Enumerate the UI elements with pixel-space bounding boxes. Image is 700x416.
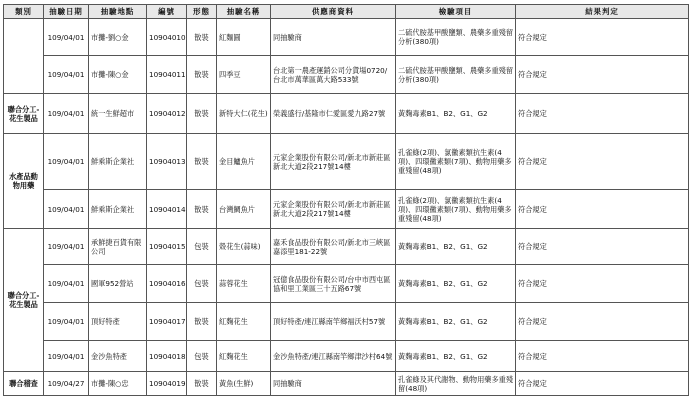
name-cell: 台灣鯛魚片 [217, 190, 271, 229]
table-row [4, 134, 689, 190]
result-cell: 符合規定 [516, 265, 689, 303]
id-cell: 10904017 [147, 303, 187, 341]
table-row [4, 229, 689, 265]
form-cell: 散裝 [187, 19, 217, 56]
category-cell: 聯合分工-花生製品 [4, 229, 44, 372]
category-cell: 聯合分工-花生製品 [4, 94, 44, 134]
form-cell: 散裝 [187, 94, 217, 134]
table-row [4, 265, 689, 303]
test-items-text: 孔雀綠(2項)、氯黴素類抗生素(4項)、四環黴素類(7項)、動物用藥多重殘留(48項) [398, 195, 512, 223]
date-cell: 109/04/01 [44, 56, 89, 94]
location-cell: 金沙魚特產 [89, 341, 147, 372]
location-cell: 鮮乘斯企業社 [89, 190, 147, 229]
result-cell: 符合規定 [516, 94, 689, 134]
date-cell: 109/04/27 [44, 372, 89, 396]
supplier-cell: 冠億食品股份有限公司/台中市西屯區協和里工業區三十五路67號 [271, 265, 396, 303]
form-cell: 包裝 [187, 229, 217, 265]
table-row [4, 56, 689, 94]
header-supplier: 供應商資料 [271, 5, 396, 19]
form-cell: 散裝 [187, 56, 217, 94]
location-cell: 承鮮捷百貨有限公司 [89, 229, 147, 265]
location-cell: 市攤-陳○忠 [89, 372, 147, 396]
id-cell: 10904010 [147, 19, 187, 56]
date-cell: 109/04/01 [44, 190, 89, 229]
form-cell: 包裝 [187, 265, 217, 303]
date-cell: 109/04/01 [44, 265, 89, 303]
supplier-cell: 元家企業股份有限公司/新北市新莊區新北大道2段217號14樓 [271, 134, 396, 190]
form-cell: 包裝 [187, 341, 217, 372]
header-form: 形態 [187, 5, 217, 19]
name-cell: 紅麵圓 [217, 19, 271, 56]
supplier-cell: 榮義盛行/基隆市仁愛區愛九路27號 [271, 94, 396, 134]
name-cell: 殼花生(蒜味) [217, 229, 271, 265]
name-cell: 紅麴花生 [217, 341, 271, 372]
category-cell: 聯合稽查 [4, 372, 44, 396]
id-cell: 10904012 [147, 94, 187, 134]
table-row [4, 341, 689, 372]
header-date: 抽驗日期 [44, 5, 89, 19]
location-cell: 市攤-陳○金 [89, 56, 147, 94]
id-cell: 10904016 [147, 265, 187, 303]
result-cell: 符合規定 [516, 19, 689, 56]
name-cell: 黃魚(生鮮) [217, 372, 271, 396]
test-items-cell: 黃麴毒素B1、B2、G1、G2 [396, 265, 516, 303]
form-cell: 散裝 [187, 372, 217, 396]
result-cell: 符合規定 [516, 229, 689, 265]
result-cell: 符合規定 [516, 341, 689, 372]
inspection-table-container [3, 4, 689, 396]
date-cell: 109/04/01 [44, 94, 89, 134]
supplier-cell: 同抽驗商 [271, 372, 396, 396]
header-result: 結果判定 [516, 5, 689, 19]
table-row [4, 190, 689, 229]
table-row [4, 372, 689, 396]
header-category: 類別 [4, 5, 44, 19]
result-cell: 符合規定 [516, 134, 689, 190]
test-items-cell: 黃麴毒素B1、B2、G1、G2 [396, 303, 516, 341]
table-row [4, 94, 689, 134]
id-cell: 10904015 [147, 229, 187, 265]
form-cell: 散裝 [187, 134, 217, 190]
table-row [4, 303, 689, 341]
name-cell: 紅麴花生 [217, 303, 271, 341]
result-cell: 符合規定 [516, 56, 689, 94]
header-id: 編號 [147, 5, 187, 19]
result-cell: 符合規定 [516, 303, 689, 341]
name-cell: 四季豆 [217, 56, 271, 94]
category-cell: 水產品動物用藥 [4, 134, 44, 229]
test-items-cell: 二硫代胺基甲酸鹽類、農藥多重殘留分析(380項) [396, 56, 516, 94]
category-cell [4, 19, 44, 94]
location-cell: 市攤-劉○金 [89, 19, 147, 56]
supplier-cell: 金沙魚特產/連江縣南竿鄉津沙村64號 [271, 341, 396, 372]
test-items-cell: 孔雀綠(2項)、氯黴素類抗生素(4項)、四環黴素類(7項)、動物用藥多重殘留(48項) [396, 134, 516, 190]
result-cell: 符合規定 [516, 190, 689, 229]
supplier-cell: 元家企業股份有限公司/新北市新莊區新北大道2段217號14樓 [271, 190, 396, 229]
form-cell: 散裝 [187, 190, 217, 229]
id-cell: 10904019 [147, 372, 187, 396]
header-location: 抽驗地點 [89, 5, 147, 19]
date-cell: 109/04/01 [44, 341, 89, 372]
header-test-items: 檢驗項目 [396, 5, 516, 19]
name-cell: 金目鱸魚片 [217, 134, 271, 190]
supplier-cell: 台北第一農產運銷公司分貨場0720/台北市萬華區萬大路533號 [271, 56, 396, 94]
name-cell: 蒜蓉花生 [217, 265, 271, 303]
date-cell: 109/04/01 [44, 19, 89, 56]
test-items-cell: 孔雀綠及其代謝物、動物用藥多重殘留(48項) [396, 372, 516, 396]
header-row [4, 5, 689, 19]
name-cell: 新特大仁(花生) [217, 94, 271, 134]
id-cell: 10904014 [147, 190, 187, 229]
test-items-cell: 黃麴毒素B1、B2、G1、G2 [396, 94, 516, 134]
test-items-cell: 黃麴毒素B1、B2、G1、G2 [396, 229, 516, 265]
location-cell: 統一生鮮超市 [89, 94, 147, 134]
date-cell: 109/04/01 [44, 229, 89, 265]
supplier-cell: 同抽驗商 [271, 19, 396, 56]
location-cell: 國軍952營站 [89, 265, 147, 303]
result-cell: 符合規定 [516, 372, 689, 396]
inspection-results-table [3, 4, 689, 396]
supplier-cell: 頂好特產/連江縣南竿鄉福沃村57號 [271, 303, 396, 341]
date-cell: 109/04/01 [44, 134, 89, 190]
id-cell: 10904011 [147, 56, 187, 94]
test-items-cell: 黃麴毒素B1、B2、G1、G2 [396, 341, 516, 372]
test-items-cell [396, 190, 516, 229]
header-name: 抽驗名稱 [217, 5, 271, 19]
id-cell: 10904018 [147, 341, 187, 372]
test-items-cell: 二硫代胺基甲酸鹽類、農藥多重殘留分析(380項) [396, 19, 516, 56]
supplier-cell: 嘉禾食品股份有限公司/新北市三峽區嘉添里181-22號 [271, 229, 396, 265]
form-cell: 散裝 [187, 303, 217, 341]
table-row [4, 19, 689, 56]
location-cell: 頂好特產 [89, 303, 147, 341]
date-cell: 109/04/01 [44, 303, 89, 341]
id-cell: 10904013 [147, 134, 187, 190]
location-cell: 鮮乘斯企業社 [89, 134, 147, 190]
